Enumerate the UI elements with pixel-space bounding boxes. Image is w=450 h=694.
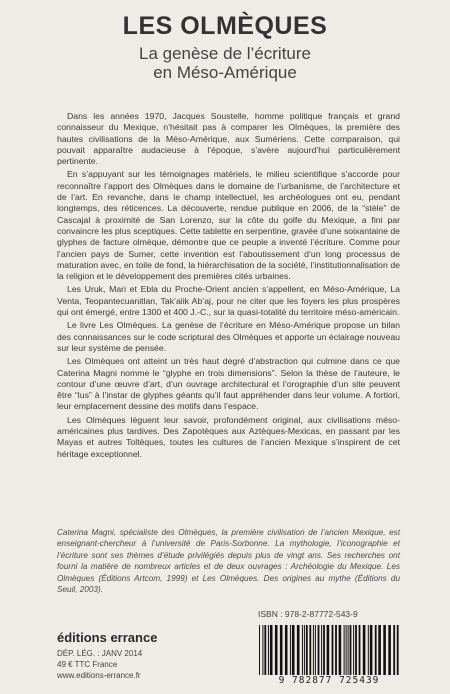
book-subtitle [0,44,450,82]
legal-deposit: DÉP. LÉG. : JANV 2014 [57,649,143,658]
paragraph-6: Les Olmèques lèguent leur savoir, profondément original, aux civilisations méso-américaines plus tardives. Des Zapotèques aux Aztèques-Mexicas, en passant par les Mayas et autres Toltèques, toutes les cultures de l’ancien Mexique s’inspirent de cet héritage exceptionnel. [57,414,400,459]
website-link[interactable]: www.editions-errance.fr [57,671,141,680]
paragraph-3: Les Uruk, Mari et Ebla du Proche-Orient ancien s’appellent, en Méso-Amérique, La Venta, Teopantecuanitlan, Tak’alik Ab’aj, pour ne citer que les foyers les plus prospères qui ont émergé, entre 1300 et 400 J.-C., sur la quasi-totalité du territoire méso-américain. [57,284,400,318]
publication-info [57,648,142,681]
subtitle-line-1: La genèse de l’écriture [138,44,311,63]
author-bio: Caterina Magni, spécialiste des Olmèques, la première civilisation de l’ancien Mexique, est enseignant-chercheur à l’université de Paris-Sorbonne. La mythologie, l’iconographie et l’écriture sont ses thèmes d’étude privilégiés depuis plus de vingt ans. Ses recherches ont fourni la matière de nombreux articles et de deux ouvrages : Archéologie du Mexique. Les Olmèques (Éditions Artcom, 1999) et Les Olmèques. Des origines au mythe (Éditions du Seuil, 2003). [57,528,400,595]
barcode-number: 9 782877 725439 [278,675,380,686]
paragraph-4: Le livre Les Olmèques. La genèse de l’écriture en Méso-Amérique propose un bilan des connaissances sur le code scriptural des Olmèques et apporte un éclairage nouveau sur leur système de pensée. [57,320,400,353]
price: 49 € TTC France [57,660,118,669]
isbn-label: ISBN : 978-2-87772-543-9 [258,609,358,619]
barcode-icon [255,625,403,675]
paragraph-5: Les Olmèques ont atteint un très haut degré d’abstraction qui culmine dans ce que Caterina Magni nomme le “glyphe en trois dimensions”. Selon la thèse de l’auteure, le contour d’une œuvre d’art, d’un ouvrage architectural et l’orographie d’un site peuvent être “lus” à l’instar de glyphes géants qu’il faut appréhender dans leur volume. A fortiori, leur emplacement dessine des motifs dans l’espace. [57,356,400,412]
paragraph-1: Dans les années 1970, Jacques Soustelle, homme politique français et grand connaisseur du Mexique, n’hésitait pas à comparer les Olmèques, la première des hautes civilisations de la Méso-Amérique, aux Sumériens. Cette comparaison, qui pouvait apparaître audacieuse à l’époque, s’avère aujourd’hui particulièrement pertinente. [57,111,400,167]
book-title: LES OLMÈQUES [122,12,328,40]
back-cover-text [57,111,400,462]
subtitle-line-2: en Méso-Amérique [153,63,297,82]
publisher-name: éditions errance [57,630,158,645]
paragraph-2: En s’appuyant sur les témoignages matériels, le milieu scientifique s’accorde pour reconnaître l’apport des Olmèques dans le domaine de l’urbanisme, de l’architecture et de l’art. En revanche, dans le champ intellectuel, les archéologues ont eu, pendant longtemps, des réticences. La découverte, rendue publique en 2006, de la “stèle” de Cascajal à proximité de San Lorenzo, sur la côte du golfe du Mexique, a fini par convaincre les plus sceptiques. Cette tablette en serpentine, gravée d’une soixantaine de glyphes de facture olmèque, démontre que ce peuple a inventé l’écriture. Comme pour l’ancien pays de Sumer, cette invention est l’aboutissement d’un long processus de maturation avec, en toile de fond, la hiérarchisation de la société, l’institutionnalisation de la religion et le développement des premières cités urbaines. [57,169,400,282]
